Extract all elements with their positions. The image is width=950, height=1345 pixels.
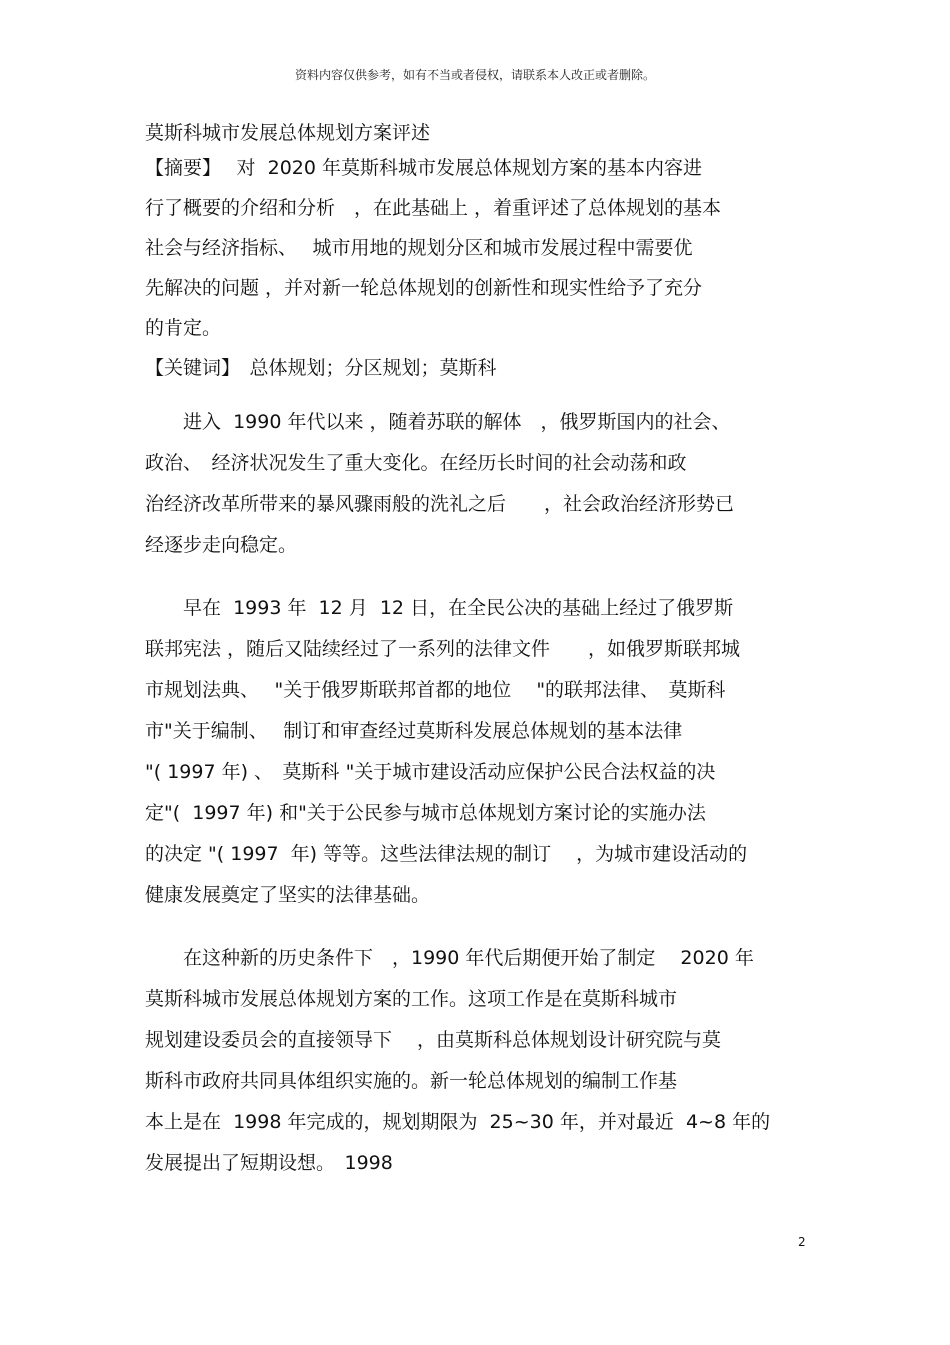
paragraph-line: "( 1997 年) 、 莫斯科 "关于城市建设活动应保护公民合法权益的决 [145,761,716,783]
paragraph-3 [145,938,815,1184]
document-title: 莫斯科城市发展总体规划方案评述 [145,122,431,144]
abstract-line: 先解决的问题 ，并对新一轮总体规划的创新性和现实性给予了充分 [145,277,703,299]
paragraph-2 [145,588,815,916]
header-disclaimer: 资料内容仅供参考，如有不当或者侵权，请联系本人改正或者删除。 [294,68,655,82]
paragraph-line: 政治、 经济状况发生了重大变化。在经历长时间的社会动荡和政 [145,452,687,474]
document-body [145,118,815,1184]
paragraph-line: 发展提出了短期设想。 1998 [145,1152,393,1174]
paragraph-line: 莫斯科城市发展总体规划方案的工作。这项工作是在莫斯科城市 [145,988,678,1010]
paragraph-line: 的决定 "( 1997 年) 等等。这些法律法规的制订 ，为城市建设活动的 [145,843,748,865]
paragraph-line: 经逐步走向稳定。 [145,534,298,556]
abstract-line: 的肯定。 [145,317,222,339]
paragraph-line: 斯科市政府共同具体组织实施的。新一轮总体规划的编制工作基 [145,1070,678,1092]
abstract-line: 【摘要】 对 2020 年莫斯科城市发展总体规划方案的基本内容进 [145,157,703,179]
paragraph-line: 定"( 1997 年) 和"关于公民参与城市总体规划方案讨论的实施办法 [145,802,706,824]
keywords-line: 【关键词】 总体规划；分区规划；莫斯科 [145,357,497,379]
paragraph-1 [145,402,815,566]
page-number: 2 [798,1235,806,1249]
paragraph-line: 进入 1990 年代以来 ，随着苏联的解体 ，俄罗斯国内的社会、 [145,411,731,433]
paragraph-line: 联邦宪法 ，随后又陆续经过了一系列的法律文件 ，如俄罗斯联邦城 [145,638,741,660]
paragraph-line: 市"关于编制、 制订和审查经过莫斯科发展总体规划的基本法律 [145,720,683,742]
paragraph-line: 治经济改革所带来的暴风骤雨般的洗礼之后 ，社会政治经济形势已 [145,493,735,515]
paragraph-line: 早在 1993 年 12 月 12 日，在全民公决的基础上经过了俄罗斯 [145,597,734,619]
abstract-line: 行了概要的介绍和分析 ，在此基础上 ，着重评述了总体规划的基本 [145,197,722,219]
abstract-line: 社会与经济指标、 城市用地的规划分区和城市发展过程中需要优 [145,237,693,259]
paragraph-line: 市规划法典、 "关于俄罗斯联邦首都的地位 "的联邦法律、 莫斯科 [145,679,726,701]
paragraph-line: 在这种新的历史条件下 ，1990 年代后期便开始了制定 2020 年 [145,947,754,969]
paragraph-line: 健康发展奠定了坚实的法律基础。 [145,884,431,906]
paragraph-line: 规划建设委员会的直接领导下 ，由莫斯科总体规划设计研究院与莫 [145,1029,722,1051]
paragraph-line: 本上是在 1998 年完成的，规划期限为 25~30 年，并对最近 4~8 年的 [145,1111,771,1133]
abstract-section [145,148,815,348]
